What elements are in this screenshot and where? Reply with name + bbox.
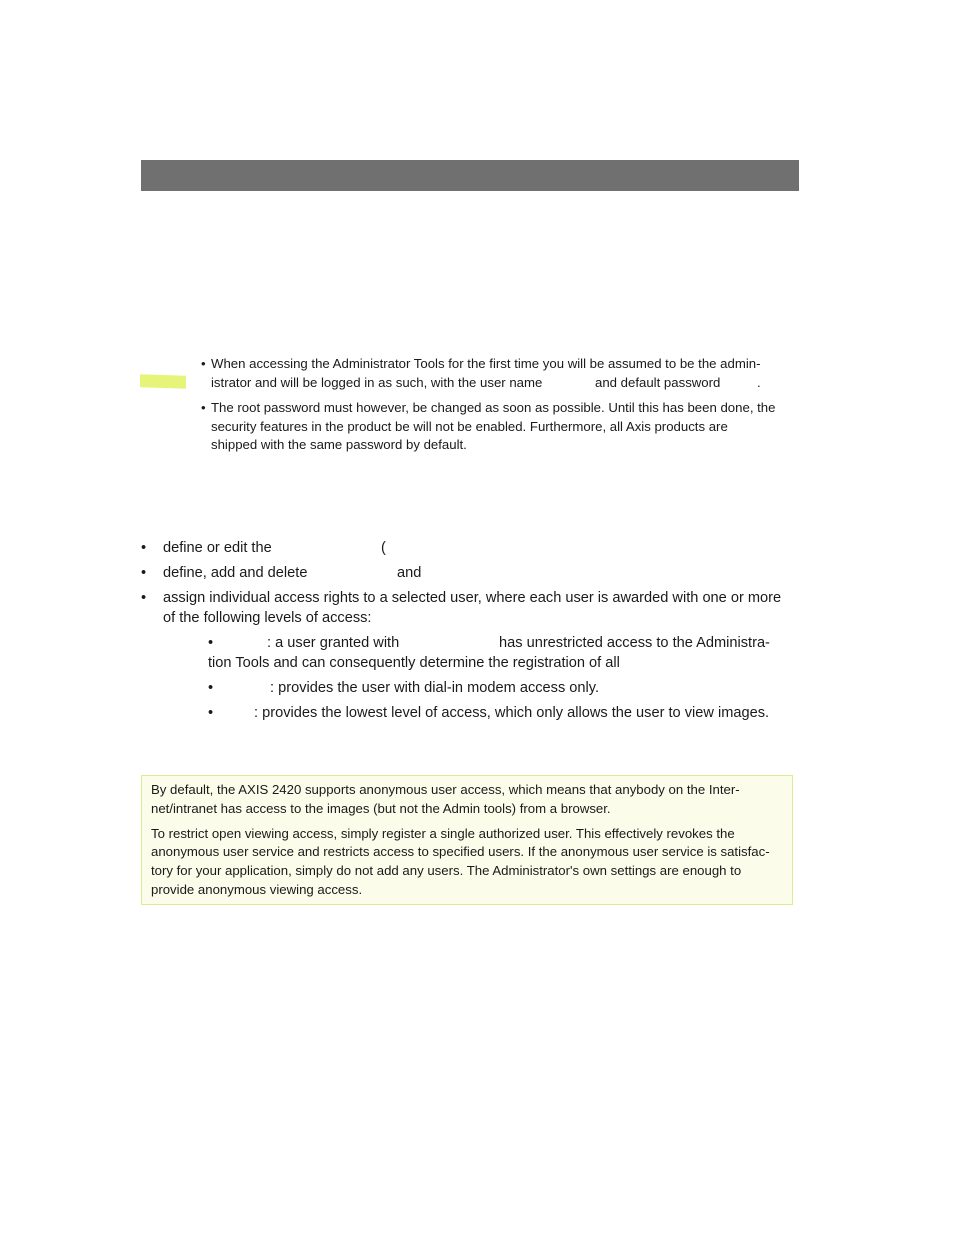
list-item-delete-and: and <box>397 565 422 581</box>
sub-item-admin-text2: has unrestricted access to the Administra- <box>499 635 770 651</box>
note-text-line: The root password must however, be changed as soon as possible. Until this has been done, the <box>211 400 776 415</box>
note-text-line: security features in the product be will not be enabled. Furthermore, all Axis products are <box>211 419 728 434</box>
note-text-line: shipped with the same password by default. <box>211 437 467 452</box>
list-bullet: • <box>141 565 147 581</box>
info-box-line: net/intranet has access to the images (but not the Admin tools) from a browser. <box>151 801 611 816</box>
sub-item-view-text: : provides the lowest level of access, which only allows the user to view images. <box>254 705 770 721</box>
sub-item-admin-text: : a user granted with <box>267 635 400 651</box>
info-box-line: To restrict open viewing access, simply register a single authorized user. This effectively revokes the <box>151 826 735 841</box>
info-box-line: By default, the AXIS 2420 supports anonymous user access, which means that anybody on the Inter- <box>151 782 740 797</box>
sub-list-bullet: • <box>208 705 214 721</box>
info-box-line: tory for your application, simply do not add any users. The Administrator's own settings are enough to <box>151 863 742 878</box>
list-item-delete-text: define, add and delete <box>163 565 308 581</box>
note-bullet: • <box>201 356 206 371</box>
list-item-assign-line1: assign individual access rights to a selected user, where each user is awarded with one or more <box>163 590 782 606</box>
note-text-line: When accessing the Administrator Tools for the first time you will be assumed to be the admin- <box>211 356 761 371</box>
list-bullet: • <box>141 590 147 606</box>
list-item-edit-paren: ( <box>381 540 386 556</box>
note-text-line: . <box>757 375 761 390</box>
sub-item-admin-line2: tion Tools and can consequently determine the registration of all <box>208 655 620 671</box>
list-item-edit-text: define or edit the <box>163 540 272 556</box>
note-text-line: istrator and will be logged in as such, with the user name <box>211 375 543 390</box>
info-box-line: provide anonymous viewing access. <box>151 882 363 897</box>
list-item-assign-line2: of the following levels of access: <box>163 610 372 626</box>
sub-item-dialin-text: : provides the user with dial-in modem access only. <box>270 680 600 696</box>
list-bullet: • <box>141 540 147 556</box>
note-highlight-marker <box>140 374 186 389</box>
info-box-line: anonymous user service and restricts access to specified users. If the anonymous user service is satisfac- <box>151 844 770 859</box>
sub-list-bullet: • <box>208 680 214 696</box>
sub-list-bullet: • <box>208 635 214 651</box>
section-header-bar <box>141 160 799 191</box>
note-bullet: • <box>201 400 206 415</box>
note-text-line: and default password <box>595 375 721 390</box>
